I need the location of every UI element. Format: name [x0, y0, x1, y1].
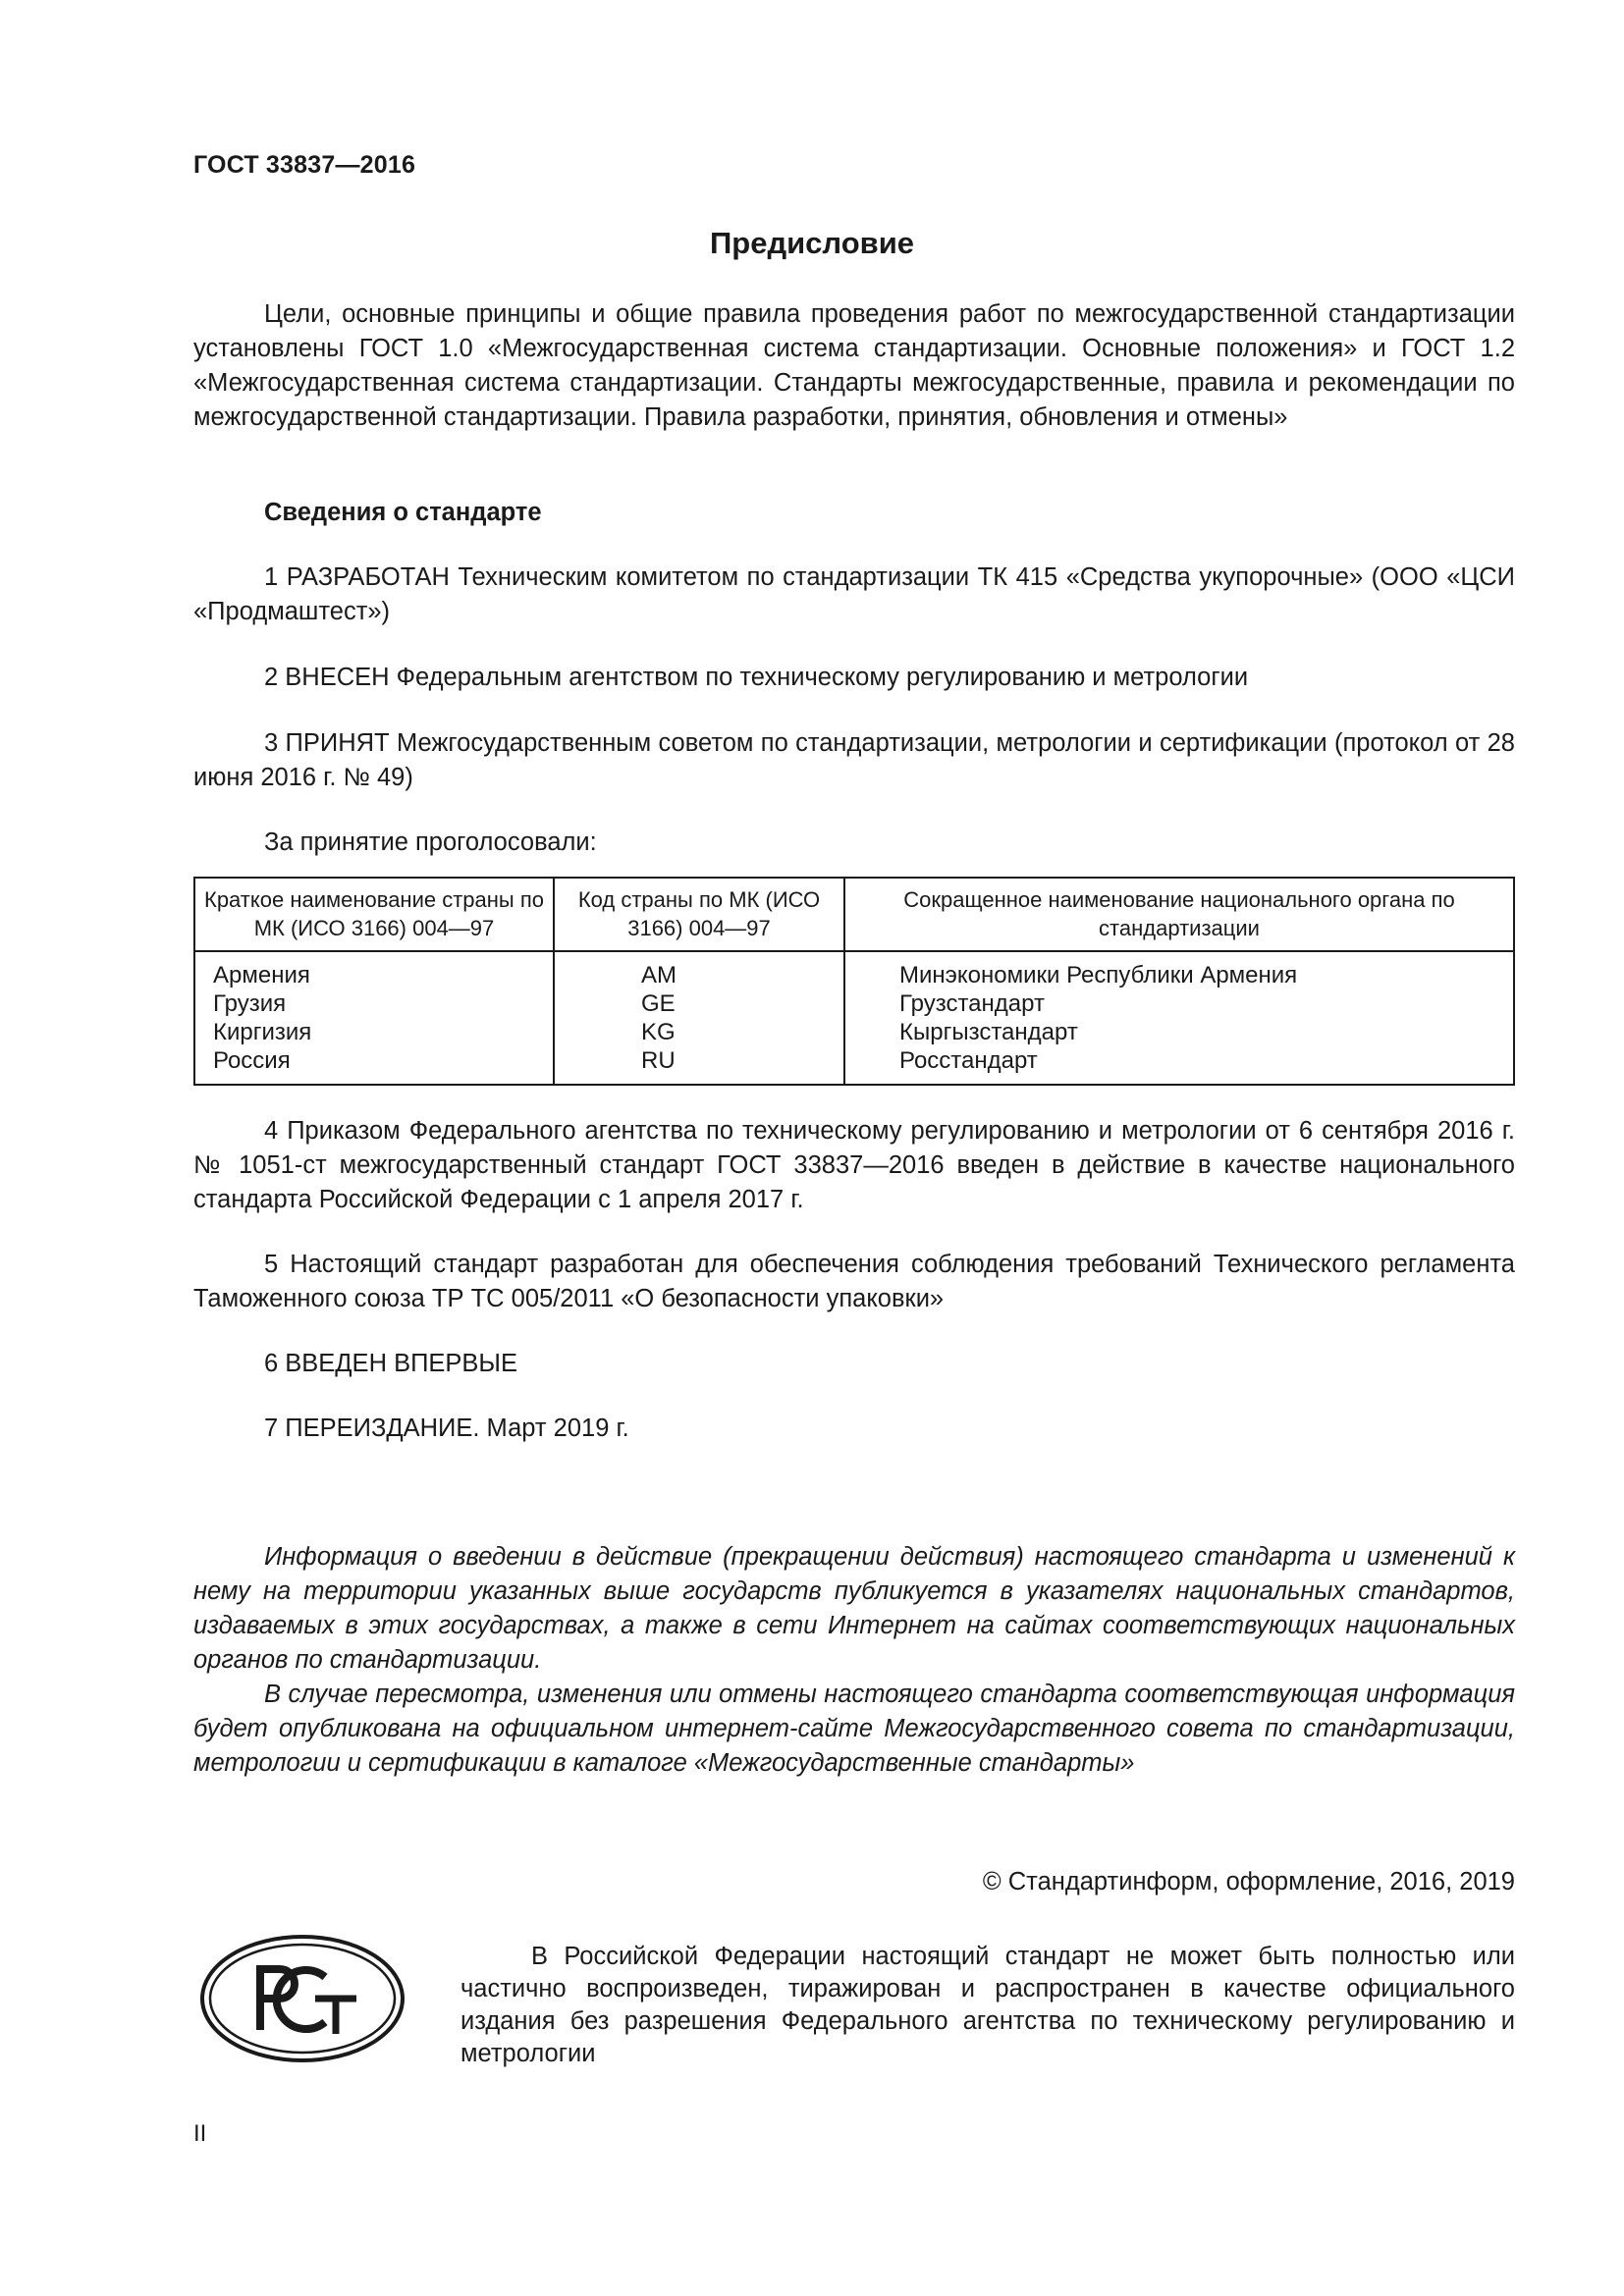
vote-intro: За принятие проголосовали:: [264, 828, 597, 856]
country-cell: Россия: [194, 1046, 554, 1085]
item-2-introduced: 2 ВНЕСЕН Федеральным агентством по техническому регулированию и метрологии: [264, 664, 1249, 691]
item-7-reissue: 7 ПЕРЕИЗДАНИЕ. Март 2019 г.: [264, 1415, 629, 1442]
table-row: [194, 951, 1514, 989]
item-5-purpose: 5 Настоящий стандарт разработан для обеспечения соблюдения требований Технического регламента Таможенного союза ТР ТС 005/2011 «О безопасности упаковки»: [193, 1251, 1515, 1312]
organ-cell: Кыргызстандарт: [844, 1018, 1514, 1046]
country-cell: Грузия: [194, 989, 554, 1018]
organ-cell: Росстандарт: [844, 1046, 1514, 1085]
rights-notice: В Российской Федерации настоящий стандарт не может быть полностью или частично воспроизведен, тиражирован и распространен в качестве официального издания без разрешения Федерального агентства по техническому регулированию и метрологии: [460, 1943, 1515, 2067]
country-cell: Киргизия: [194, 1018, 554, 1046]
table-row: [194, 989, 1514, 1018]
section-heading: Сведения о стандарте: [264, 499, 542, 526]
copyright-line: © Стандартинформ, оформление, 2016, 2019: [982, 1868, 1515, 1896]
country-cell: Армения: [194, 951, 554, 989]
organ-cell: Минэкономики Республики Армения: [844, 951, 1514, 989]
table-row: [194, 1018, 1514, 1046]
voting-table-header-row: [194, 878, 1514, 951]
item-6-first-introduced: 6 ВВЕДЕН ВПЕРВЫЕ: [264, 1350, 518, 1377]
header-country-code: Код страны по МК (ИСО 3166) 004—97: [554, 878, 844, 951]
voting-table: [193, 877, 1515, 1086]
page-title: Предисловие: [709, 226, 914, 260]
intro-paragraph: Цели, основные принципы и общие правила проведения работ по межгосударственной стандартизации установлены ГОСТ 1.0 «Межгосударственная система стандартизации. Основные положения» и ГОСТ 1.2 «Межгосударственная система стандартизации. Стандарты межгосударственные, правила и рекомендации по межгосударственной стандартизации. Правила разработки, принятия, обновления и отмены»: [193, 300, 1515, 431]
header-national-organ: Сокращенное наименование национального органа по стандартизации: [844, 878, 1514, 951]
item-4-order: 4 Приказом Федерального агентства по техническому регулированию и метрологии от 6 сентября 2016 г. № 1051-ст межгосударственный стандарт ГОСТ 33837—2016 введен в действие в качестве национального стандарта Российской Федерации с 1 апреля 2017 г.: [193, 1117, 1515, 1213]
item-3-adopted: 3 ПРИНЯТ Межгосударственным советом по стандартизации, метрологии и сертификации (протокол от 28 июня 2016 г. № 49): [193, 729, 1515, 791]
item-1-developed: 1 РАЗРАБОТАН Техническим комитетом по стандартизации ТК 415 «Средства укупорочные» (ООО «ЦСИ «Продмаштест»): [193, 563, 1515, 625]
code-cell: RU: [554, 1046, 844, 1085]
table-row: [194, 1046, 1514, 1085]
document-code-header: ГОСТ 33837—2016: [193, 151, 416, 179]
code-cell: KG: [554, 1018, 844, 1046]
header-country-name: Краткое наименование страны по МК (ИСО 3166) 004—97: [194, 878, 554, 951]
rst-certification-mark-icon: [199, 1934, 406, 2063]
code-cell: AM: [554, 951, 844, 989]
code-cell: GE: [554, 989, 844, 1018]
notice-paragraph-1: Информация о введении в действие (прекращении действия) настоящего стандарта и изменений к нему на территории указанных выше государств публикуется в указателях национальных стандартов, издаваемых в этих государствах, а также в сети Интернет на сайтах соответствующих национальных органов по стандартизации.: [193, 1543, 1515, 1674]
notice-paragraph-2: В случае пересмотра, изменения или отмены настоящего стандарта соответствующая информация будет опубликована на официальном интернет-сайте Межгосударственного совета по стандартизации, метрологии и сертификации в каталоге «Межгосударственные стандарты»: [193, 1681, 1515, 1777]
page-number: II: [193, 2120, 207, 2147]
organ-cell: Грузстандарт: [844, 989, 1514, 1018]
